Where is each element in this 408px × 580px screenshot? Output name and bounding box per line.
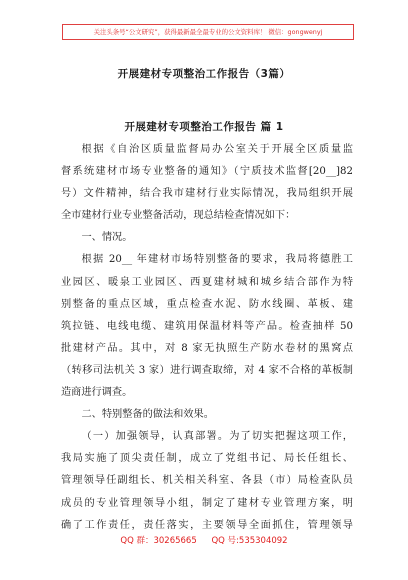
text-line: 业园区、暖泉工业园区、西夏建材城和城乡结合部作为特 [61, 276, 353, 288]
text-line: 造商进行调查。 [61, 387, 133, 399]
section-title: 开展建材专项整治工作报告 篇 1 [124, 121, 284, 133]
document-body [61, 139, 353, 537]
promo-banner: 关注头条号“公文研究”，获得最新最全最专业的公文资料库！ 微信：gongwenyj [62, 24, 354, 40]
text-line: 督系统建材市场专业整备的通知》（宁质技术监督[20__]82 [61, 166, 353, 178]
document-title: 开展建材专项整治工作报告（3篇） [117, 68, 291, 80]
text-line: 根据 20__ 年建材市场特别整备的要求，我局将德胜工 [81, 254, 353, 266]
text-line: 号）文件精神，结合我市建材行业实际情况，我局组织开展 [61, 188, 353, 200]
qq-number: QQ 号:535304092 [211, 536, 288, 546]
text-line: 全市建材行业专业整备活动，现总结检查情况如下： [61, 210, 296, 222]
text-line: 我局实施了顶尖责任制，成立了党组书记、局长任组长、 [61, 453, 353, 465]
text-line: 根据《自治区质量监督局办公室关于开展全区质量监 [81, 144, 353, 155]
contact-footer [0, 534, 408, 546]
text-line: 批建材产品。其中，对 8 家无执照生产防水卷材的黑窝点 [61, 342, 353, 354]
text-line: （一）加强领导，认真部署。为了切实把握这项工作， [81, 431, 353, 443]
text-line: 一、情况。 [81, 232, 133, 244]
text-line: 别整备的重点区域，重点检查水泥、防水线圈、革板、建 [61, 298, 353, 310]
text-line: 筑拉链、电线电缆、建筑用保温材料等产品。检查抽样 50 [61, 320, 353, 332]
text-line: 管理领导任副组长、机关相关科室、各县（市）局检查队员 [61, 475, 353, 487]
text-line: 二、特别整备的做法和效果。 [81, 409, 214, 421]
text-line: 确了工作责任，责任落实，主要领导全面抓住，管理领导 [61, 519, 353, 531]
text-line: 成员的专业管理领导小组，制定了建材专业管理方案，明 [61, 497, 353, 509]
qq-group: QQ 群：30265665 [120, 536, 197, 546]
text-line: （转移司法机关 3 家）进行调查取缔，对 4 家不合格的革板制 [61, 364, 353, 376]
